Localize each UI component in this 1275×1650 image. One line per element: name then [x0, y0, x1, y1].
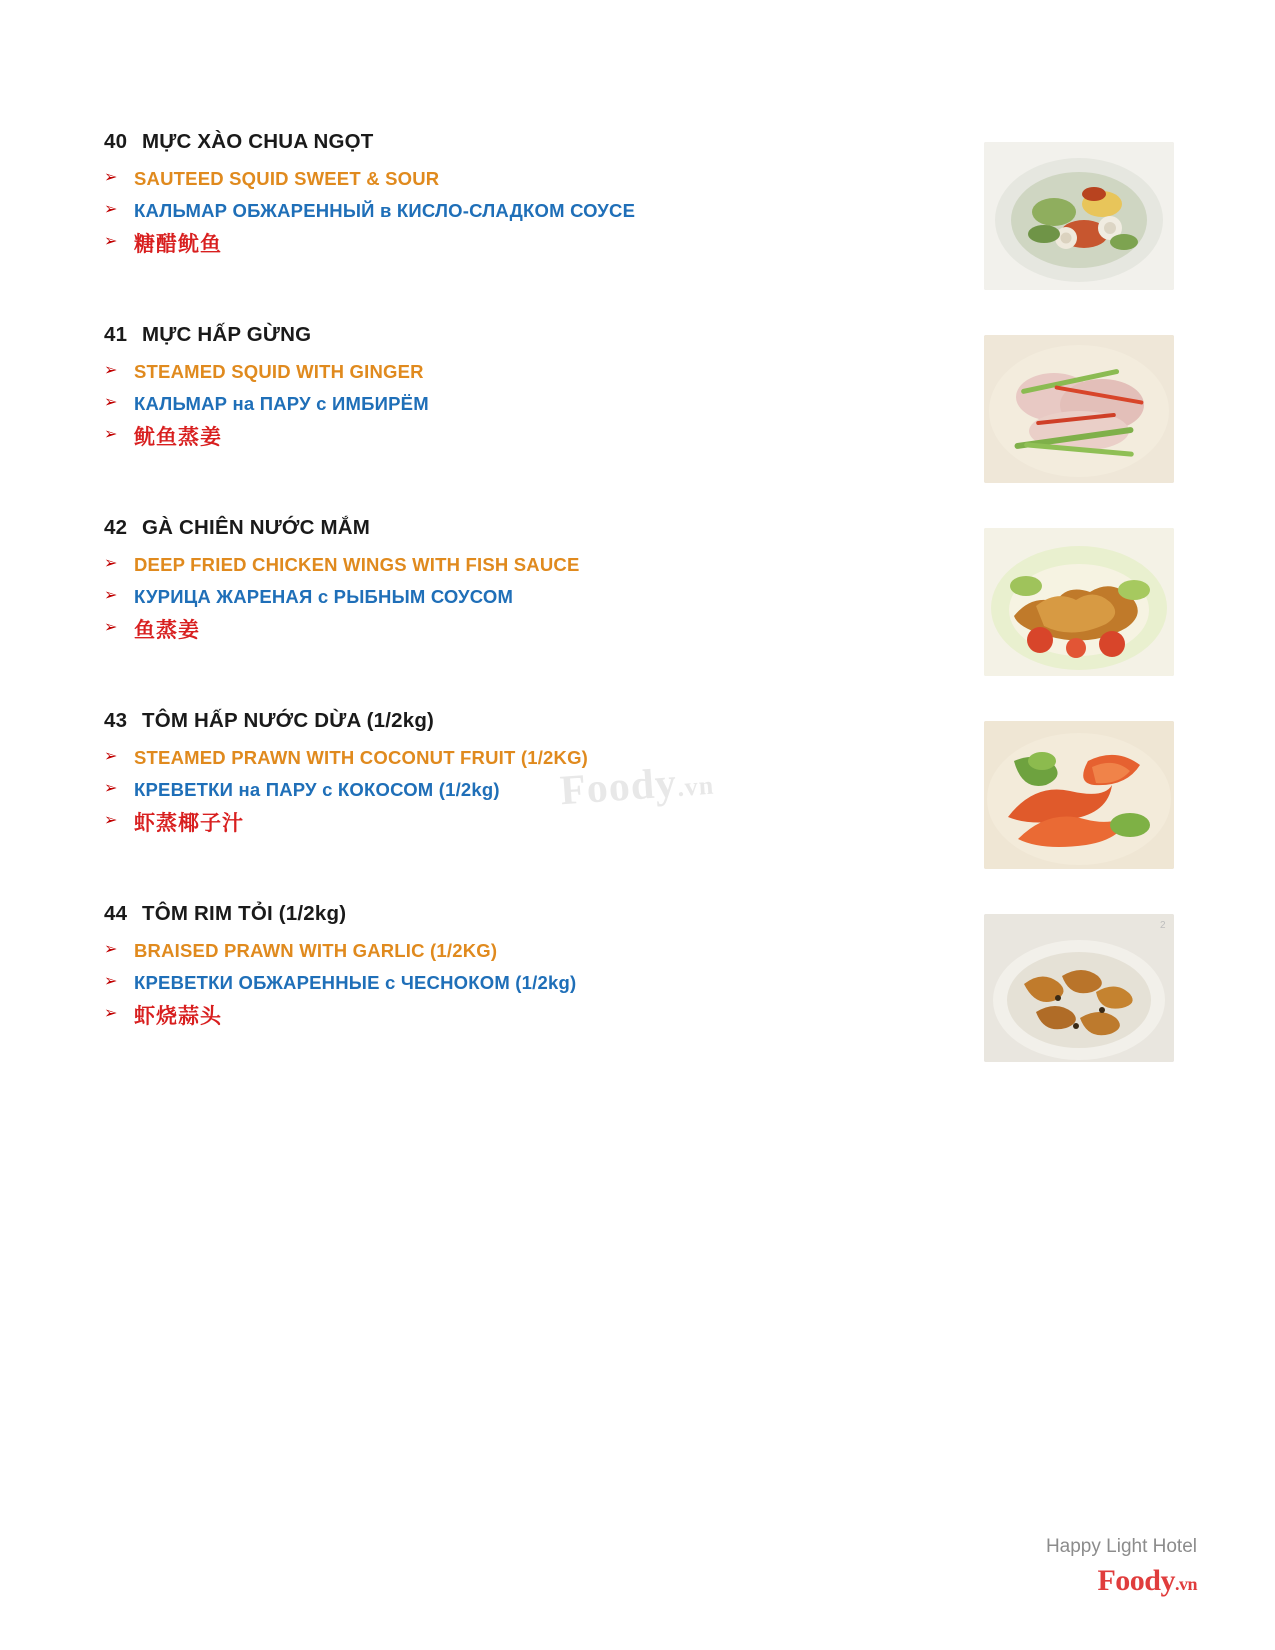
menu-item-name-zh: 鱼蒸姜 [134, 617, 200, 642]
arrow-bullet-icon: ➢ [104, 811, 118, 829]
arrow-bullet-icon: ➢ [104, 940, 118, 958]
menu-item-line-zh [104, 231, 864, 257]
menu-item-name-vi: TÔM HẤP NƯỚC DỪA (1/2kg) [142, 709, 435, 732]
menu-item-name-vi: TÔM RIM TỎI (1/2kg) [142, 902, 347, 925]
hotel-name: Happy Light Hotel [1045, 1536, 1197, 1557]
foody-logo-text: Foody [1097, 1564, 1175, 1597]
menu-item-title [104, 130, 864, 155]
menu-item-line-en [104, 746, 864, 769]
menu-item [104, 130, 1174, 280]
menu-item-title [104, 709, 864, 734]
menu-item-title [104, 323, 864, 348]
menu-item-line-en [104, 553, 864, 576]
menu-item-name-ru: КАЛЬМАР на ПАРУ с ИМБИРЁМ [134, 392, 429, 414]
arrow-bullet-icon: ➢ [104, 200, 118, 218]
menu-item-line-en [104, 360, 864, 383]
menu-item-name-en: STEAMED PRAWN WITH COCONUT FRUIT (1/2KG) [134, 746, 589, 768]
menu-item-photo [984, 721, 1174, 869]
menu-item [104, 323, 1174, 473]
menu-item-name-en: BRAISED PRAWN WITH GARLIC (1/2KG) [134, 939, 498, 961]
watermark-suffix: .vn [676, 770, 716, 803]
watermark-text: Foody [558, 760, 679, 815]
menu-item-name-ru: КАЛЬМАР ОБЖАРЕННЫЙ в КИСЛО-СЛАДКОМ СОУСЕ [134, 199, 636, 221]
menu-item-line-zh [104, 617, 864, 643]
menu-item-name-ru: КУРИЦА ЖАРЕНАЯ с РЫБНЫМ СОУСОМ [134, 585, 514, 607]
menu-item [104, 902, 1174, 1052]
menu-item-name-en: DEEP FRIED CHICKEN WINGS WITH FISH SAUCE [134, 553, 580, 575]
menu-item-line-ru [104, 392, 864, 415]
menu-item-title [104, 902, 864, 927]
arrow-bullet-icon: ➢ [104, 361, 118, 379]
menu-item-name-zh: 糖醋鱿鱼 [134, 231, 222, 256]
menu-item-name-zh: 鱿鱼蒸姜 [134, 424, 222, 449]
menu-item-text [104, 516, 864, 643]
menu-item-name-zh: 虾烧蒜头 [134, 1003, 222, 1028]
menu-item-name-vi: GÀ CHIÊN NƯỚC MẮM [142, 516, 371, 539]
arrow-bullet-icon: ➢ [104, 747, 118, 765]
menu-item-photo [984, 335, 1174, 483]
menu-item-line-en [104, 167, 864, 190]
foody-logo-suffix: .vn [1174, 1574, 1197, 1594]
menu-item-photo [984, 142, 1174, 290]
arrow-bullet-icon: ➢ [104, 393, 118, 411]
page-footer [1046, 1536, 1197, 1598]
arrow-bullet-icon: ➢ [104, 554, 118, 572]
menu-item-line-zh [104, 424, 864, 450]
menu-item-text [104, 902, 864, 1029]
menu-item-line-ru [104, 778, 864, 801]
menu-item-title [104, 516, 864, 541]
arrow-bullet-icon: ➢ [104, 586, 118, 604]
svg-text:2: 2 [1160, 920, 1166, 931]
menu-item-line-en [104, 939, 864, 962]
arrow-bullet-icon: ➢ [104, 232, 118, 250]
menu-item-name-zh: 虾蒸椰子汁 [134, 810, 244, 835]
menu-item [104, 709, 1174, 859]
foody-logo [1046, 1564, 1197, 1598]
menu-item-name-ru: КРЕВЕТКИ на ПАРУ с КОКОСОМ (1/2kg) [134, 778, 500, 800]
menu-item-number: 40 [104, 130, 128, 153]
menu-item-name-vi: MỰC HẤP GỪNG [142, 323, 312, 346]
menu-item-number: 43 [104, 709, 128, 732]
arrow-bullet-icon: ➢ [104, 618, 118, 636]
menu-item [104, 516, 1174, 666]
menu-item-name-en: STEAMED SQUID WITH GINGER [134, 360, 424, 382]
menu-item-number: 42 [104, 516, 128, 539]
menu-item-line-ru [104, 585, 864, 608]
menu-item-text [104, 323, 864, 450]
menu-list [104, 130, 1174, 1095]
menu-item-name-en: SAUTEED SQUID SWEET & SOUR [134, 167, 440, 189]
menu-item-text [104, 709, 864, 836]
menu-item-line-ru [104, 199, 864, 222]
menu-item-name-vi: MỰC XÀO CHUA NGỌT [142, 130, 374, 153]
menu-item-number: 41 [104, 323, 128, 346]
arrow-bullet-icon: ➢ [104, 1004, 118, 1022]
arrow-bullet-icon: ➢ [104, 779, 118, 797]
arrow-bullet-icon: ➢ [104, 168, 118, 186]
arrow-bullet-icon: ➢ [104, 425, 118, 443]
menu-item-photo [984, 914, 1174, 1062]
menu-item-name-ru: КРЕВЕТКИ ОБЖАРЕННЫЕ с ЧЕСНОКОМ (1/2kg) [134, 971, 577, 993]
menu-item-photo [984, 528, 1174, 676]
menu-item-line-zh [104, 810, 864, 836]
arrow-bullet-icon: ➢ [104, 972, 118, 990]
menu-item-line-zh [104, 1003, 864, 1029]
menu-item-number: 44 [104, 902, 128, 925]
menu-item-line-ru [104, 971, 864, 994]
menu-item-text [104, 130, 864, 257]
